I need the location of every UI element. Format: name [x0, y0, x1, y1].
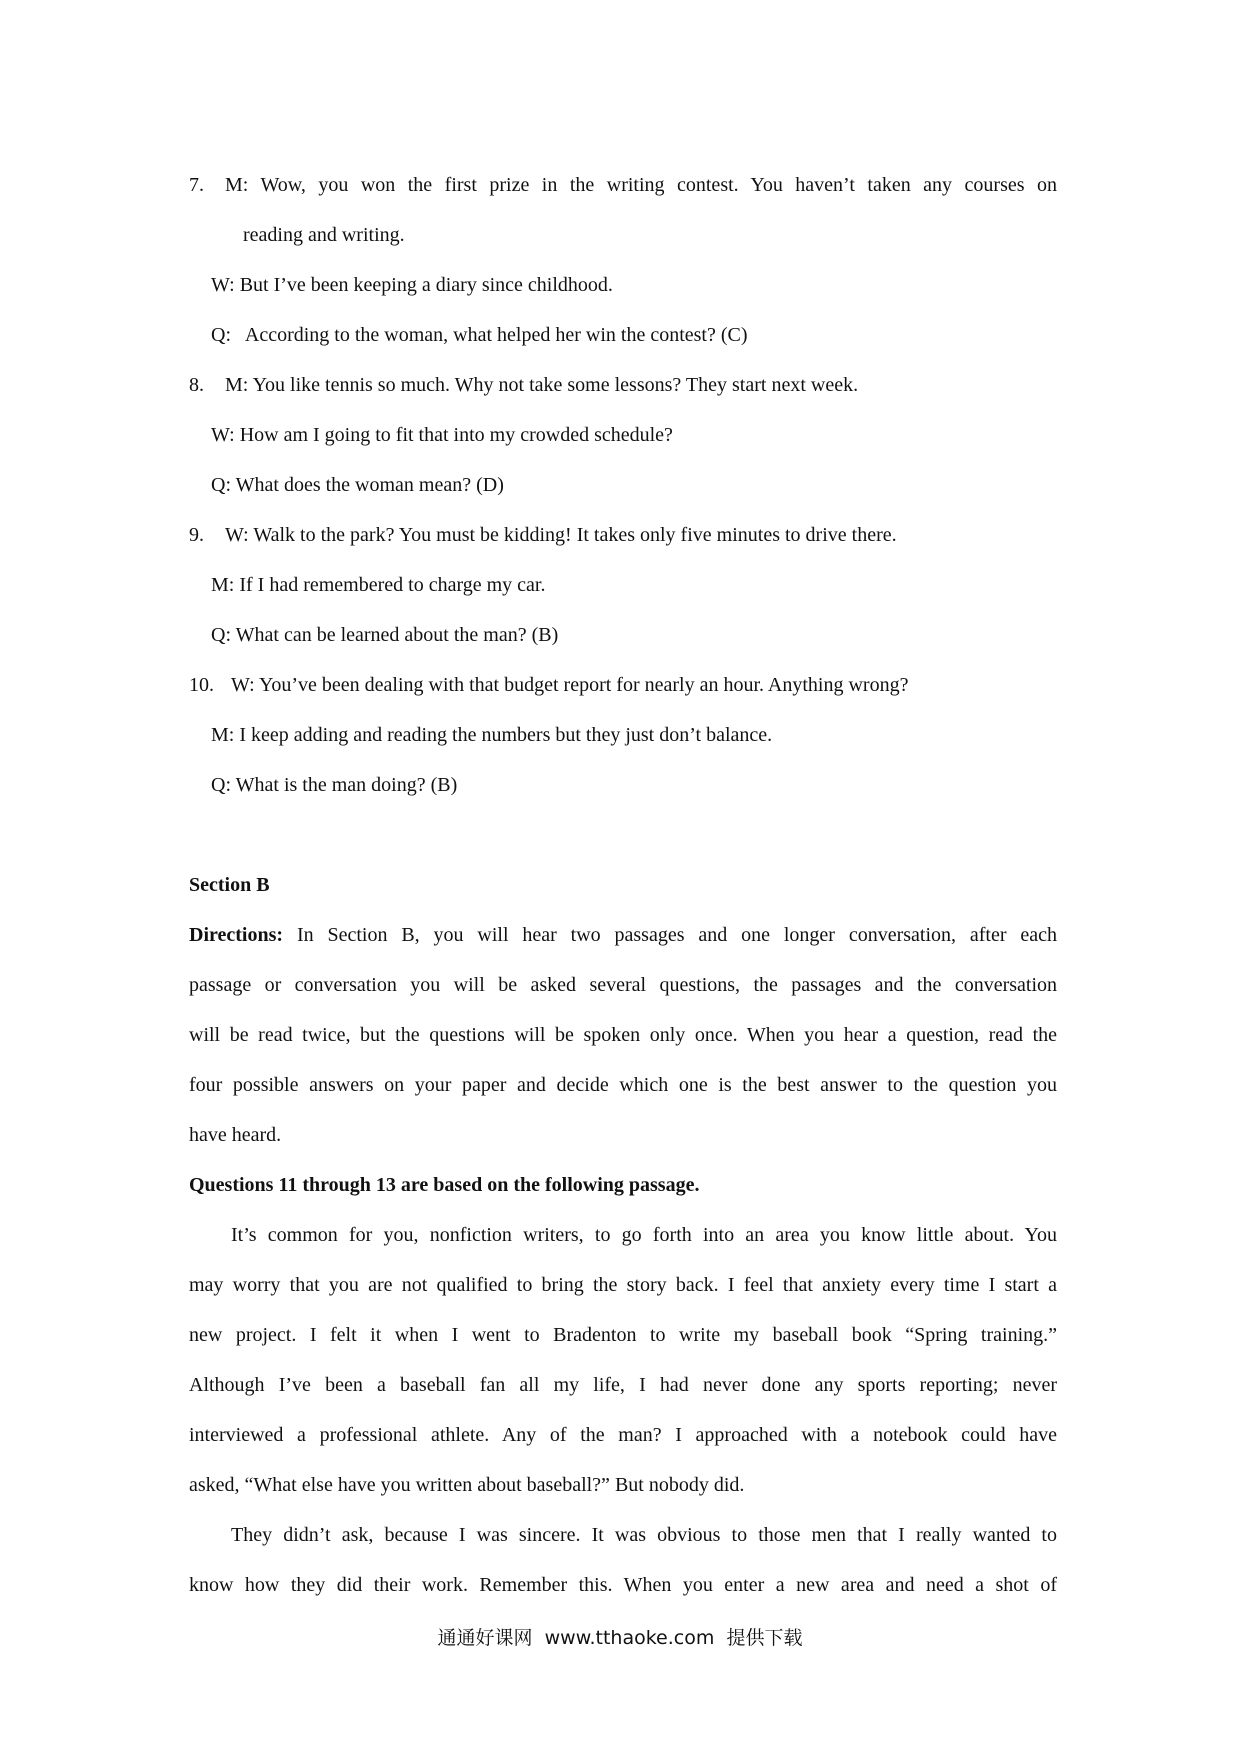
passage-p1-line-6: asked, “What else have you written about baseball?” But nobody did. — [189, 1474, 745, 1496]
directions-line-5: have heard. — [189, 1124, 282, 1146]
directions-line-1: Directions: In Section B, you will hear two passages and one longer conversation, after each — [189, 924, 1057, 946]
passage-p2-line-1: They didn’t ask, because I was sincere. It was obvious to those men that I really wanted to — [231, 1524, 1057, 1546]
directions-line-4: four possible answers on your paper and decide which one is the best answer to the question you — [189, 1074, 1057, 1096]
document-body — [189, 160, 1057, 1610]
item-number: 10. — [189, 674, 214, 696]
dialogue-7-line-2: W: But I’ve been keeping a diary since childhood. — [211, 274, 613, 296]
item-number: 7. — [189, 174, 204, 196]
passage-p1-line-3: new project. I felt it when I went to Bradenton to write my baseball book “Spring training.” — [189, 1324, 1057, 1346]
directions-line-2: passage or conversation you will be asked several questions, the passages and the conversation — [189, 974, 1057, 996]
directions-line-3: will be read twice, but the questions will be spoken only once. When you hear a question, read the — [189, 1024, 1057, 1046]
questions-heading: Questions 11 through 13 are based on the following passage. — [189, 1174, 700, 1196]
dialogue-10-line-1: 10. W: You’ve been dealing with that budget report for nearly an hour. Anything wrong? — [189, 660, 1057, 710]
passage-p2-line-2: know how they did their work. Remember this. When you enter a new area and need a shot of — [189, 1574, 1057, 1596]
passage-p1-line-4: Although I’ve been a baseball fan all my life, I had never done any sports reporting; never — [189, 1374, 1057, 1396]
page-footer: 通通好课网 www.tthaoke.com 提供下载 — [437, 1627, 803, 1649]
dialogue-10-line-2: M: I keep adding and reading the numbers but they just don’t balance. — [211, 724, 773, 746]
dialogue-9-line-1: 9. W: Walk to the park? You must be kidding! It takes only five minutes to drive there. — [189, 510, 1057, 560]
dialogue-7-question: Q: According to the woman, what helped her win the contest? (C) — [211, 324, 748, 346]
item-number: 9. — [189, 524, 204, 546]
dialogue-8-line-1: 8. M: You like tennis so much. Why not take some lessons? They start next week. — [189, 360, 1057, 410]
dialogue-8-line-2: W: How am I going to fit that into my crowded schedule? — [211, 424, 673, 446]
dialogue-7-line-1-cont: reading and writing. — [243, 224, 405, 246]
passage-p1-line-1: It’s common for you, nonfiction writers, to go forth into an area you know little about. You — [231, 1224, 1057, 1246]
directions-label: Directions: — [189, 924, 284, 946]
dialogue-10-question: Q: What is the man doing? (B) — [211, 774, 458, 796]
dialogue-8-question: Q: What does the woman mean? (D) — [211, 474, 504, 496]
dialogue-9-question: Q: What can be learned about the man? (B) — [211, 624, 559, 646]
dialogue-9-line-2: M: If I had remembered to charge my car. — [211, 574, 546, 596]
dialogue-7-line-1: 7. M: Wow, you won the first prize in the writing contest. You haven’t taken any courses on — [189, 160, 1057, 210]
section-heading: Section B — [189, 874, 270, 896]
passage-p1-line-5: interviewed a professional athlete. Any of the man? I approached with a notebook could have — [189, 1424, 1057, 1446]
passage-p1-line-2: may worry that you are not qualified to bring the story back. I feel that anxiety every time I start a — [189, 1274, 1057, 1296]
item-number: 8. — [189, 374, 204, 396]
